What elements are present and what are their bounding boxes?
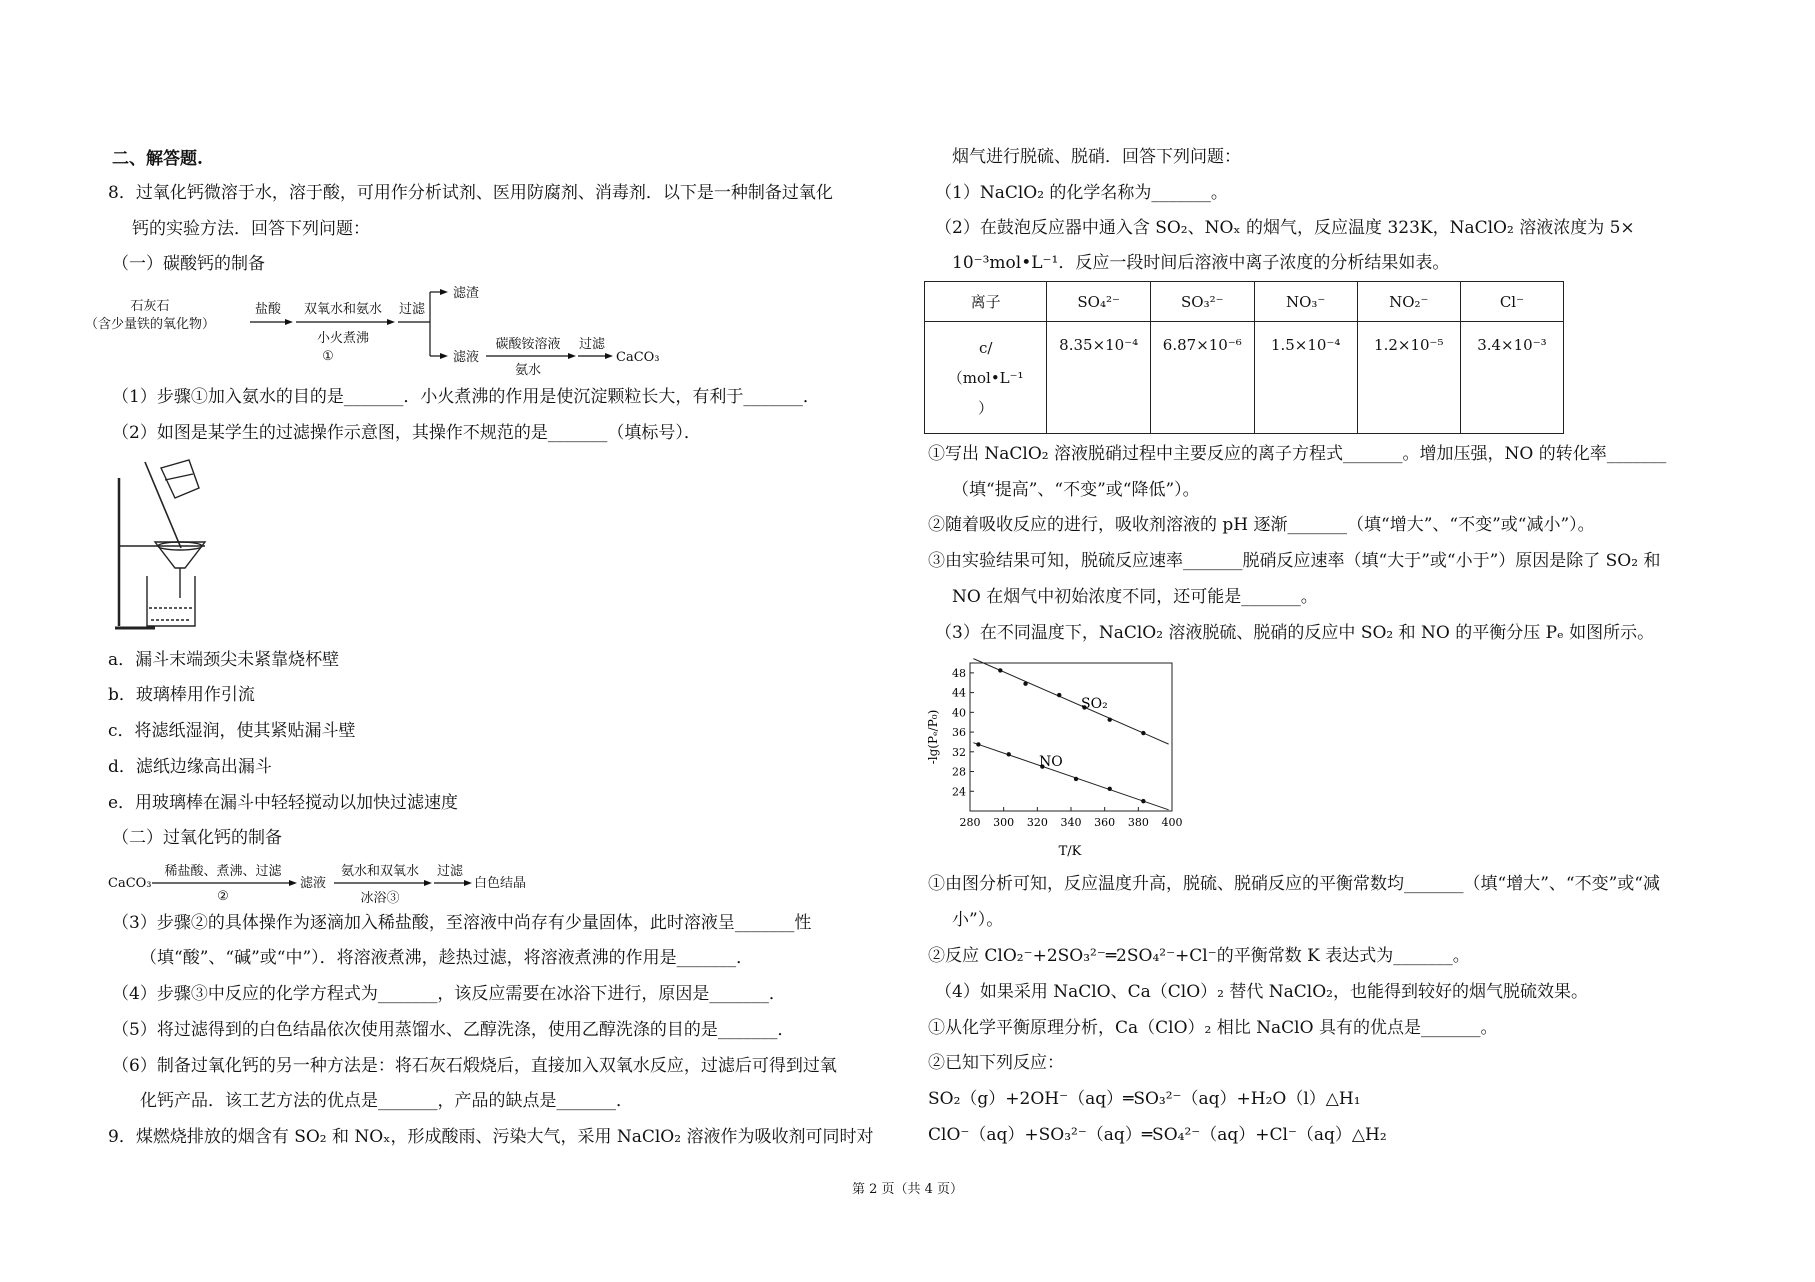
x-tick-label: 320: [1026, 816, 1048, 829]
page-footer: 第 2 页（共 4 页）: [851, 1182, 964, 1197]
x-tick-label: 400: [1161, 816, 1183, 829]
q8-sub3: （3）步骤②的具体操作为逐滴加入稀盐酸，至溶液中尚存有少量固体，此时溶液呈_______性: [112, 913, 812, 933]
x-tick-label: 360: [1094, 816, 1116, 829]
table-header-ion: Cl⁻: [1460, 282, 1563, 322]
y-tick-label: 40: [952, 706, 966, 720]
table-header-ion: NO₃⁻: [1254, 282, 1357, 322]
row-label-line: c/: [978, 338, 993, 357]
q8-sub3-cont: （填“酸”、“碱”或“中”）．将溶液煮沸，趁热过滤，将溶液煮沸的作用是_______．: [140, 948, 754, 968]
table-cell: 6.87×10⁻⁶: [1150, 322, 1254, 434]
x-tick-label: 300: [993, 816, 1015, 829]
q9-sub2-item1-cont: （填“提高”、“不变”或“降低”）。: [952, 480, 1200, 500]
flow2-step3: 过滤: [436, 864, 464, 879]
x-tick-label: 340: [1060, 816, 1082, 829]
data-point: [1057, 693, 1061, 697]
q9-sub2-cont: 10⁻³mol•L⁻¹．反应一段时间后溶液中离子浓度的分析结果如表。: [952, 253, 1450, 273]
row-label-line: ）: [978, 398, 994, 417]
q9-sub2-item2: ②随着吸收反应的进行，吸收剂溶液的 pH 逐渐_______（填“增大”、“不变”或“减小”）。: [928, 515, 1595, 535]
series-line: [973, 743, 1168, 810]
q9-text-cont: 烟气进行脱硫、脱硝．回答下列问题：: [952, 147, 1241, 167]
q8-sub6-cont: 化钙产品．该工艺方法的优点是_______，产品的缺点是_______．: [140, 1091, 633, 1111]
option-c: c．将滤纸湿润，使其紧贴漏斗壁: [108, 721, 356, 741]
q9-sub4-item2: ②已知下列反应：: [928, 1053, 1064, 1073]
partial-pressure-chart: [925, 655, 1185, 860]
x-tick-label: 380: [1127, 816, 1149, 829]
option-d: d．滤纸边缘高出漏斗: [108, 757, 272, 777]
flow1-step1: 盐酸: [254, 302, 282, 317]
q8-sub2: （2）如图是某学生的过滤操作示意图，其操作不规范的是_______（填标号）．: [112, 423, 701, 443]
data-point: [1074, 777, 1078, 781]
series-line: [973, 659, 1168, 745]
data-point: [998, 668, 1002, 672]
q8-sub6: （6）制备过氧化钙的另一种方法是：将石灰石煅烧后，直接加入双氧水反应，过滤后可得到过氧: [112, 1056, 837, 1076]
y-tick-label: 28: [952, 765, 966, 779]
option-a: a．漏斗末端颈尖未紧靠烧杯壁: [108, 650, 340, 670]
flow1-step5: 过滤: [578, 337, 606, 352]
flow1-out-top: 滤渣: [452, 286, 480, 301]
flow1-start-2: （含少量铁的氧化物）: [84, 317, 216, 332]
q9-sub2: （2）在鼓泡反应器中通入含 SO₂、NOₓ 的烟气，反应温度 323K，NaClO₂ 溶液浓度为 5×: [935, 218, 1635, 238]
data-point: [1023, 682, 1027, 686]
flow1-step4-top: 碳酸铵溶液: [495, 337, 561, 352]
q9-sub4-item1: ①从化学平衡原理分析，Ca（ClO）₂ 相比 NaClO 具有的优点是_______。: [928, 1018, 1498, 1038]
flow1-step2-bottom: 小火煮沸: [316, 331, 370, 346]
q9-sub2-item1: ①写出 NaClO₂ 溶液脱硝过程中主要反应的离子方程式_______。增加压强，NO 的转化率_______: [928, 444, 1667, 464]
data-point: [1108, 718, 1112, 722]
flow1-product: CaCO₃: [616, 350, 660, 365]
option-b: b．玻璃棒用作引流: [108, 685, 255, 705]
row-label-line: （mol•L⁻¹: [947, 368, 1024, 387]
section-title: 二、解答题.: [112, 149, 203, 169]
q9-sub3-item1-cont: 小”）。: [952, 910, 1004, 930]
table-cell: 1.5×10⁻⁴: [1254, 322, 1357, 434]
y-tick-label: 24: [952, 785, 966, 799]
data-point: [976, 742, 980, 746]
table-header-ion: SO₃²⁻: [1150, 282, 1254, 322]
flow2-product: 白色结晶: [474, 876, 527, 891]
data-point: [1141, 731, 1145, 735]
q9-sub3: （3）在不同温度下，NaClO₂ 溶液脱硫、脱硝的反应中 SO₂ 和 NO 的平衡分压 Pₑ 如图所示。: [935, 623, 1655, 643]
flow2-step2-top: 氨水和双氧水: [340, 864, 420, 879]
q9-sub3-item1: ①由图分析可知，反应温度升高，脱硫、脱硝反应的平衡常数均_______（填“增大”、“不变”或“减: [928, 874, 1660, 894]
equation-2: ClO⁻（aq）+SO₃²⁻（aq）═SO₄²⁻（aq）+Cl⁻（aq）△H₂: [928, 1125, 1387, 1145]
flow1-step2-top: 双氧水和氨水: [303, 302, 383, 317]
flow2-start: CaCO₃: [108, 876, 152, 891]
q9-sub4: （4）如果采用 NaClO、Ca（ClO）₂ 替代 NaClO₂，也能得到较好的烟气脱硫效果。: [935, 982, 1588, 1002]
q8-text-cont: 钙的实验方法．回答下列问题：: [132, 219, 370, 239]
table-header-label: 离子: [925, 282, 1047, 322]
flow2-mid: 滤液: [300, 876, 327, 891]
flowchart-calcium-peroxide: [106, 858, 566, 910]
x-tick-label: 280: [959, 816, 981, 829]
part1-title: （一）碳酸钙的制备: [112, 254, 265, 274]
flow2-step1: 稀盐酸、煮沸、过滤: [164, 864, 282, 879]
flow1-start-1: 石灰石: [130, 299, 170, 314]
q9-sub2-item3-cont: NO 在烟气中初始浓度不同，还可能是_______。: [952, 587, 1318, 607]
x-axis-label: T/K: [1058, 844, 1082, 859]
q8-sub5: （5）将过滤得到的白色结晶依次使用蒸馏水、乙醇洗涤，使用乙醇洗涤的目的是_______．: [112, 1020, 795, 1040]
part2-title: （二）过氧化钙的制备: [112, 828, 282, 848]
y-tick-label: 32: [952, 745, 966, 759]
y-tick-label: 48: [952, 666, 966, 680]
ion-concentration-table: [924, 281, 1564, 434]
flowchart-calcium-carbonate: [84, 280, 680, 378]
flow2-step1-num: ②: [217, 889, 229, 904]
flow1-step3: 过滤: [398, 302, 426, 317]
flow2-step2-bottom: 冰浴③: [360, 891, 400, 906]
flow1-step4-bottom: 氨水: [514, 363, 542, 378]
q9-sub3-item2: ②反应 ClO₂⁻+2SO₃²⁻═2SO₄²⁻+Cl⁻的平衡常数 K 表达式为_______。: [928, 946, 1470, 966]
q8-sub1: （1）步骤①加入氨水的目的是_______．小火煮沸的作用是使沉淀颗粒长大，有利于_______．: [112, 387, 820, 407]
q9-sub2-item3: ③由实验结果可知，脱硫反应速率_______脱硝反应速率（填“大于”或“小于”）原因是除了 SO₂ 和: [928, 551, 1661, 571]
y-tick-label: 44: [952, 686, 966, 700]
q9-text: 9．煤燃烧排放的烟含有 SO₂ 和 NOₓ，形成酸雨、污染大气，采用 NaClO₂ 溶液作为吸收剂可同时对: [108, 1127, 874, 1147]
q8-text: 8．过氧化钙微溶于水，溶于酸，可用作分析试剂、医用防腐剂、消毒剂．以下是一种制备过氧化: [108, 183, 833, 203]
option-e: e．用玻璃棒在漏斗中轻轻搅动以加快过滤速度: [108, 793, 459, 813]
table-cell: 1.2×10⁻⁵: [1357, 322, 1460, 434]
table-cell: 3.4×10⁻³: [1460, 322, 1563, 434]
table-row-label: [925, 322, 1047, 434]
data-point: [1108, 787, 1112, 791]
flow1-out-bottom: 滤液: [452, 350, 480, 365]
series-label-so2: SO₂: [1081, 696, 1108, 712]
q9-sub1: （1）NaClO₂ 的化学名称为_______。: [935, 183, 1228, 203]
data-point: [1007, 752, 1011, 756]
table-cell: 8.35×10⁻⁴: [1047, 322, 1151, 434]
q8-sub4: （4）步骤③中反应的化学方程式为_______，该反应需要在冰浴下进行，原因是_______．: [112, 984, 786, 1004]
series-label-no: NO: [1039, 754, 1063, 770]
table-header-ion: NO₂⁻: [1357, 282, 1460, 322]
table-header-ion: SO₄²⁻: [1047, 282, 1151, 322]
y-tick-label: 36: [952, 726, 966, 740]
y-axis-label: -lg(Pₑ/P₀): [926, 709, 940, 765]
equation-1: SO₂（g）+2OH⁻（aq）═SO₃²⁻（aq）+H₂O（l）△H₁: [928, 1089, 1361, 1109]
plot-frame: [970, 663, 1172, 811]
flow1-step2-num: ①: [322, 349, 334, 364]
data-point: [1141, 799, 1145, 803]
filtration-apparatus-figure: [105, 458, 215, 636]
